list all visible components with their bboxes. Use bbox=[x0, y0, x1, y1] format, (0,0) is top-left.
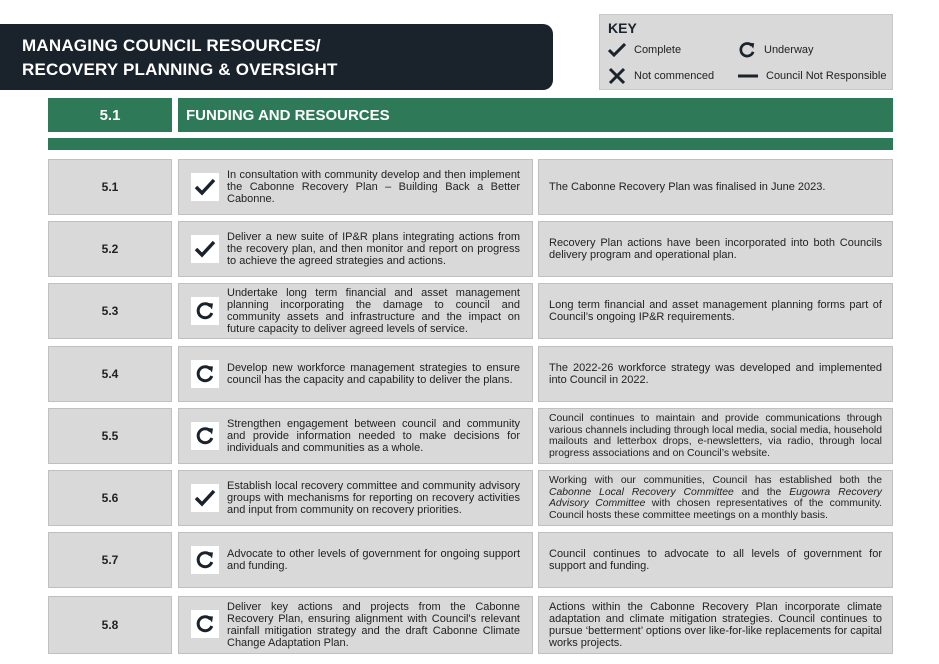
status-text: The 2022-26 workforce strategy was developed and implemented into Council in 2022. bbox=[549, 362, 882, 386]
row-number: 5.3 bbox=[48, 283, 172, 339]
table-row bbox=[48, 283, 893, 339]
status-text: Council continues to advocate to all levels of government for support and funding. bbox=[549, 548, 882, 572]
row-action bbox=[178, 346, 533, 402]
underway-icon bbox=[195, 301, 215, 321]
row-status bbox=[538, 221, 893, 277]
row-number: 5.2 bbox=[48, 221, 172, 277]
section-divider bbox=[48, 138, 893, 150]
status-text bbox=[549, 475, 882, 521]
row-action bbox=[178, 159, 533, 215]
action-text: Undertake long term financial and asset management planning incorporating the damage to council and community assets and infrastructure and the impact on future capacity to deliver agreed levels of service. bbox=[227, 287, 520, 335]
row-action bbox=[178, 408, 533, 464]
key-complete-label: Complete bbox=[634, 44, 682, 56]
status-icon-box bbox=[191, 360, 219, 388]
table-row bbox=[48, 532, 893, 588]
status-text-part: and the bbox=[733, 486, 790, 498]
status-text-part: with chosen representatives of the community. Council hosts these committee meetings on a monthly basis. bbox=[549, 498, 882, 521]
table-row bbox=[48, 408, 893, 464]
underway-icon bbox=[195, 614, 215, 634]
action-text: Strengthen engagement between council and community and provide information needed to make decisions for individuals and communities as a whole. bbox=[227, 418, 520, 454]
key-underway-label: Underway bbox=[764, 44, 814, 56]
check-icon bbox=[194, 489, 216, 507]
status-text-part: Working with our communities, Council has established both the bbox=[549, 475, 882, 486]
key-title: KEY bbox=[608, 20, 637, 36]
status-icon-box bbox=[191, 610, 219, 638]
row-action bbox=[178, 283, 533, 339]
table-row bbox=[48, 159, 893, 215]
table-row bbox=[48, 596, 893, 654]
section-number: 5.1 bbox=[48, 98, 172, 132]
dash-icon bbox=[738, 67, 758, 85]
status-icon-box bbox=[191, 422, 219, 450]
key-not-responsible-label: Council Not Responsible bbox=[766, 70, 887, 82]
page-title-line-1: MANAGING COUNCIL RESOURCES/ bbox=[22, 36, 321, 55]
committee-name: Cabonne Local Recovery Committee bbox=[549, 486, 734, 498]
action-text: Deliver a new suite of IP&R plans integrating actions from the recovery plan, and then monitor and report on progress to achieve the agreed strategies and actions. bbox=[227, 231, 520, 267]
page-header bbox=[0, 24, 553, 90]
key-complete bbox=[608, 43, 681, 57]
status-text: The Cabonne Recovery Plan was finalised in June 2023. bbox=[549, 181, 826, 193]
check-icon bbox=[194, 240, 216, 258]
row-number: 5.6 bbox=[48, 470, 172, 526]
status-text: Actions within the Cabonne Recovery Plan incorporate climate adaptation and climate mitigation strategies. Council continues to pursue ‘betterment’ options over like-for-like replacements for capital works projects. bbox=[549, 601, 882, 649]
row-number: 5.5 bbox=[48, 408, 172, 464]
table-row bbox=[48, 470, 893, 526]
row-status bbox=[538, 408, 893, 464]
check-icon bbox=[194, 178, 216, 196]
underway-icon bbox=[738, 41, 756, 59]
page-title-line-2: RECOVERY PLANNING & OVERSIGHT bbox=[22, 60, 338, 79]
row-action bbox=[178, 221, 533, 277]
row-action bbox=[178, 532, 533, 588]
underway-icon bbox=[195, 426, 215, 446]
row-action bbox=[178, 470, 533, 526]
status-text: Council continues to maintain and provide communications through various channels including through local media, social media, household mailouts and letterbox drops, e-newsletters, via radio, through local progress associations and on Council’s website. bbox=[549, 413, 882, 459]
action-text: Develop new workforce management strategies to ensure council has the capacity and capability to deliver the plans. bbox=[227, 362, 520, 386]
row-status bbox=[538, 346, 893, 402]
key-underway bbox=[738, 41, 814, 59]
status-icon-box bbox=[191, 484, 219, 512]
key-legend bbox=[599, 14, 893, 90]
status-text: Recovery Plan actions have been incorporated into both Councils delivery program and operational plan. bbox=[549, 237, 882, 261]
table-row bbox=[48, 346, 893, 402]
row-action bbox=[178, 596, 533, 654]
action-text: In consultation with community develop and then implement the Cabonne Recovery Plan – Building Back a Better Cabonne. bbox=[227, 169, 520, 205]
key-not-commenced-label: Not commenced bbox=[634, 70, 715, 82]
key-not-commenced bbox=[608, 67, 714, 85]
row-number: 5.1 bbox=[48, 159, 172, 215]
row-status bbox=[538, 470, 893, 526]
cross-icon bbox=[608, 67, 626, 85]
table-row bbox=[48, 221, 893, 277]
key-not-responsible bbox=[738, 67, 886, 85]
underway-icon bbox=[195, 364, 215, 384]
status-icon-box bbox=[191, 546, 219, 574]
status-icon-box bbox=[191, 235, 219, 263]
action-text: Advocate to other levels of government for ongoing support and funding. bbox=[227, 548, 520, 572]
check-icon bbox=[608, 43, 626, 57]
row-number: 5.4 bbox=[48, 346, 172, 402]
status-text: Long term financial and asset management planning forms part of Council’s ongoing IP&R requirements. bbox=[549, 299, 882, 323]
action-text: Deliver key actions and projects from the Cabonne Recovery Plan, ensuring alignment with Council's relevant rainfall mitigation strategy and the draft Cabonne Climate Change Adaptation Plan. bbox=[227, 601, 520, 649]
action-text: Establish local recovery committee and community advisory groups with mechanisms for reporting on recovery activities and input from community on recovery priorities. bbox=[227, 480, 520, 516]
status-icon-box bbox=[191, 173, 219, 201]
committee-name: Eugowra Recovery Advisory Committee bbox=[549, 486, 882, 509]
row-number: 5.8 bbox=[48, 596, 172, 654]
row-status bbox=[538, 283, 893, 339]
status-icon-box bbox=[191, 297, 219, 325]
row-number: 5.7 bbox=[48, 532, 172, 588]
section-title: FUNDING AND RESOURCES bbox=[178, 98, 893, 132]
row-status bbox=[538, 596, 893, 654]
row-status bbox=[538, 159, 893, 215]
underway-icon bbox=[195, 550, 215, 570]
row-status bbox=[538, 532, 893, 588]
